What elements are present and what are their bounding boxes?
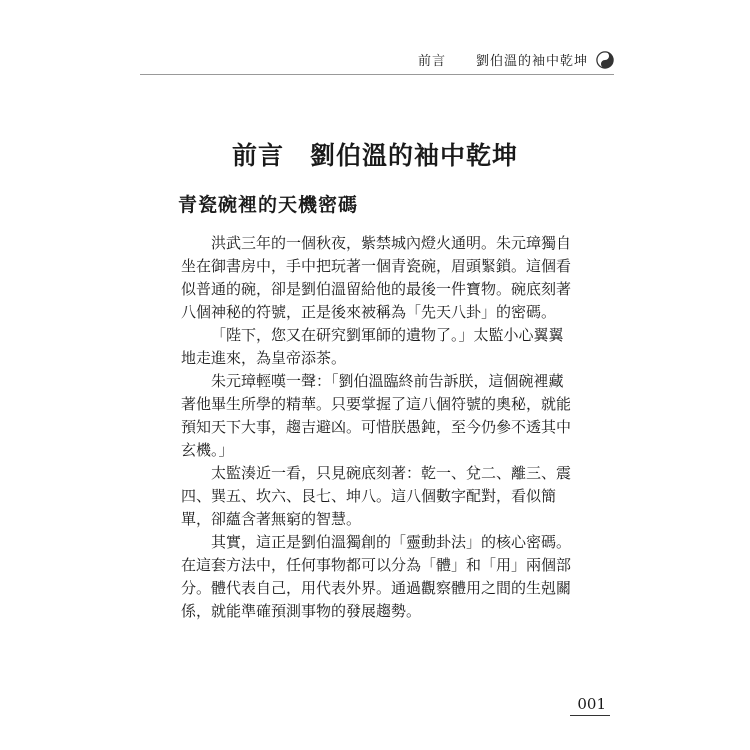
yin-yang-icon — [596, 51, 614, 69]
body-text — [181, 232, 576, 623]
paragraph: 洪武三年的一個秋夜，紫禁城內燈火通明。朱元璋獨自坐在御書房中，手中把玩著一個青瓷碗，眉頭緊鎖。這個看似普通的碗，卻是劉伯溫留給他的最後一件寶物。碗底刻著八個神秘的符號，正是後來被稱為「先天八卦」的密碼。 — [181, 234, 572, 321]
paragraph: 朱元璋輕嘆一聲：「劉伯溫臨終前告訴朕，這個碗裡藏著他畢生所學的精華。只要掌握了這八個符號的奧秘，就能預知天下大事，趨吉避凶。可惜朕愚鈍，至今仍參不透其中玄機。」 — [181, 372, 572, 459]
header-rule — [140, 74, 614, 75]
paragraph: 「陛下，您又在研究劉軍師的遺物了。」太監小心翼翼地走進來，為皇帝添茶。 — [181, 326, 564, 367]
chapter-label: 前言 — [231, 141, 284, 170]
running-header-title: 劉伯溫的袖中乾坤 — [475, 54, 588, 69]
chapter-title-text: 劉伯溫的袖中乾坤 — [310, 141, 519, 170]
section-title: 青瓷碗裡的天機密碼 — [178, 194, 359, 216]
page-number-rule — [570, 715, 610, 716]
running-header — [418, 50, 614, 69]
running-header-part: 前言 — [417, 54, 446, 69]
page-number: 001 — [577, 695, 606, 713]
paragraph: 其實，這正是劉伯溫獨創的「靈動卦法」的核心密碼。在這套方法中，任何事物都可以分為「體」和「用」兩個部分。體代表自己，用代表外界。通過觀察體用之間的生剋關係，就能準確預測事物的發展趨勢。 — [181, 533, 572, 620]
paragraph: 太監湊近一看，只見碗底刻著：乾一、兌二、離三、震四、巽五、坎六、艮七、坤八。這八個數字配對，看似簡單，卻蘊含著無窮的智慧。 — [181, 464, 572, 528]
chapter-title — [0, 136, 750, 172]
